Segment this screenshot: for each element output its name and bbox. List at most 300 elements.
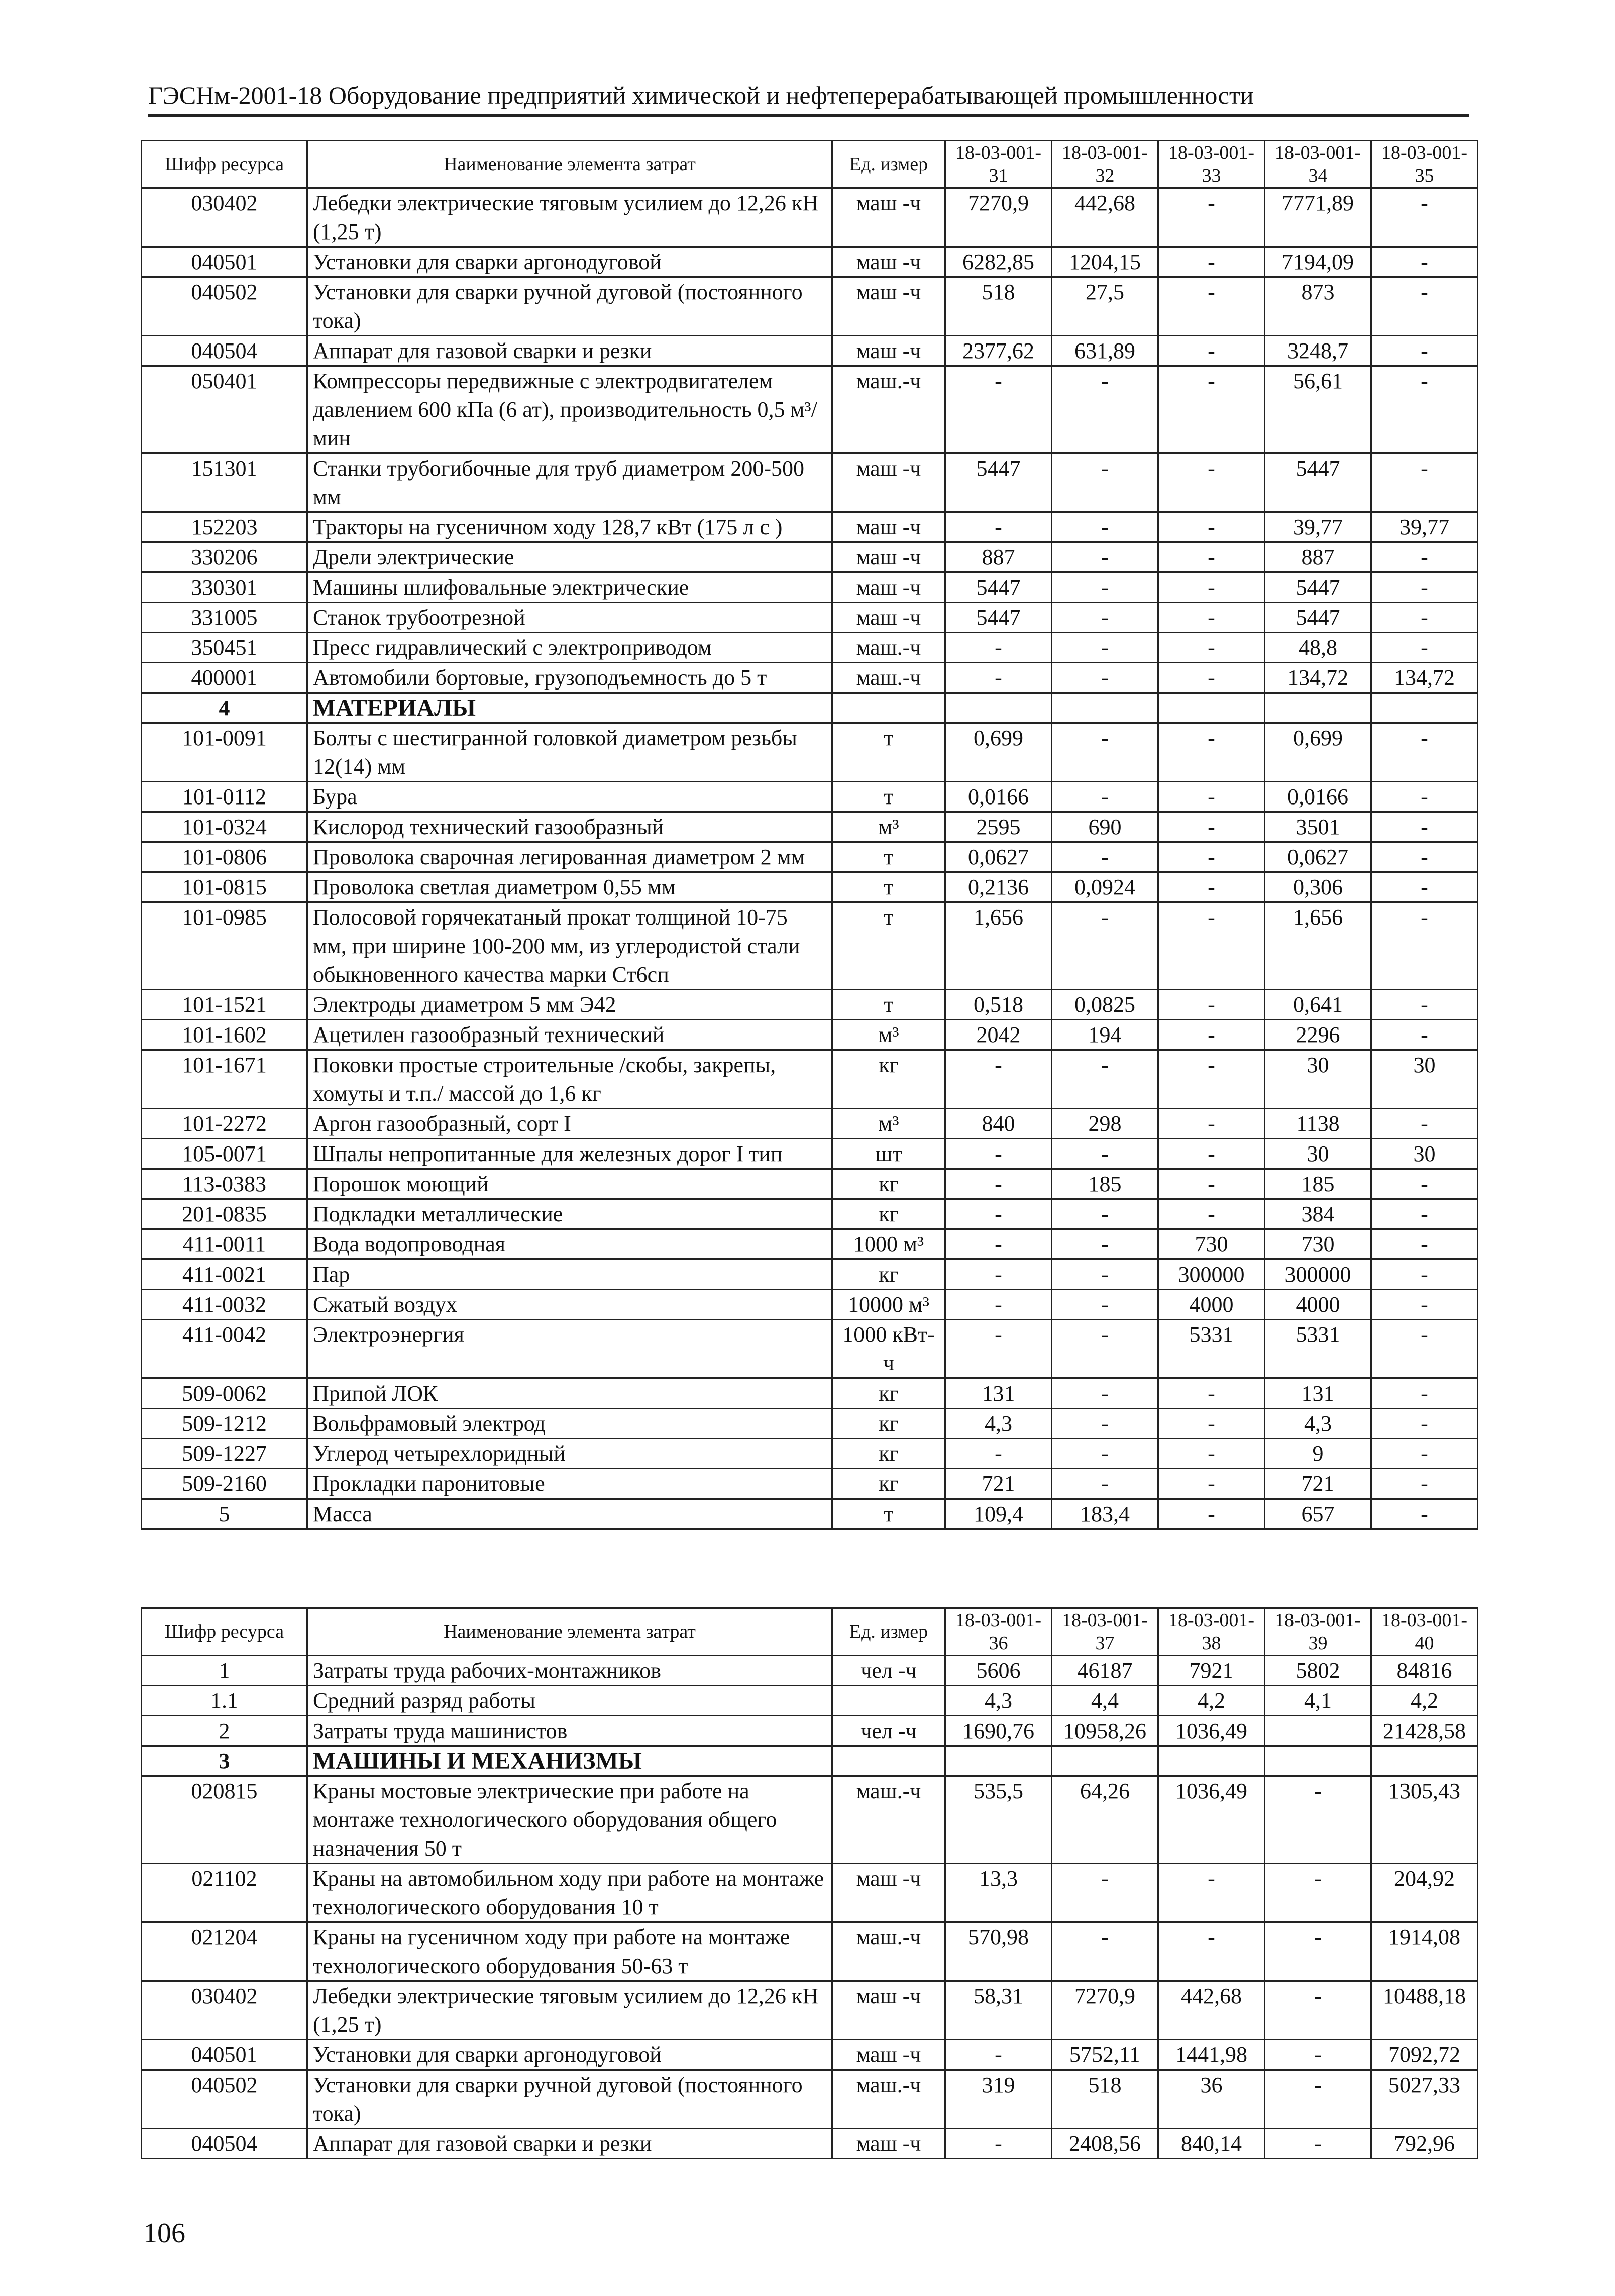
- norm-value: -: [1158, 1109, 1265, 1139]
- table-row: [142, 512, 1478, 542]
- resource-name: Ацетилен газообразный технический: [307, 1020, 832, 1050]
- resource-code: 400001: [142, 663, 307, 693]
- norm-value: -: [1052, 366, 1158, 453]
- resource-name: Установки для сварки ручной дуговой (постоянного тока): [307, 2070, 832, 2129]
- norm-value: 840,14: [1158, 2129, 1265, 2159]
- norm-value: [1265, 1746, 1371, 1776]
- norm-value: 0,0825: [1052, 990, 1158, 1020]
- resource-name: Сжатый воздух: [307, 1290, 832, 1320]
- norm-value: -: [1371, 633, 1478, 663]
- norm-value: -: [1371, 336, 1478, 366]
- resource-name: Автомобили бортовые, грузоподъемность до 5 т: [307, 663, 832, 693]
- norm-value: [1052, 1746, 1158, 1776]
- norm-value: 84816: [1371, 1656, 1478, 1686]
- norm-value: [945, 693, 1052, 723]
- resource-code: 101-2272: [142, 1109, 307, 1139]
- resource-code: 330301: [142, 572, 307, 603]
- norm-value: -: [1158, 188, 1265, 247]
- norm-value: 0,0627: [945, 842, 1052, 872]
- norm-value: -: [1265, 2129, 1371, 2159]
- norm-value: 185: [1265, 1169, 1371, 1199]
- unit: маш -ч: [832, 453, 945, 512]
- norm-value: -: [1052, 542, 1158, 572]
- unit: 1000 м³: [832, 1229, 945, 1259]
- norm-value: 300000: [1158, 1259, 1265, 1290]
- norm-value: 30: [1371, 1050, 1478, 1109]
- resource-name: Электроды диаметром 5 мм Э42: [307, 990, 832, 1020]
- resource-name: Тракторы на гусеничном ходу 128,7 кВт (175 л с ): [307, 512, 832, 542]
- resource-code: 509-0062: [142, 1379, 307, 1409]
- unit: маш -ч: [832, 572, 945, 603]
- resource-code: 040502: [142, 2070, 307, 2129]
- norm-value: 7270,9: [945, 188, 1052, 247]
- resource-code: 021102: [142, 1864, 307, 1922]
- norm-value: -: [1371, 1259, 1478, 1290]
- norm-value: 0,306: [1265, 872, 1371, 902]
- table-row: [142, 603, 1478, 633]
- norm-value: 5447: [1265, 453, 1371, 512]
- resource-name: Станок трубоотрезной: [307, 603, 832, 633]
- resource-name: Станки трубогибочные для труб диаметром 200-500 мм: [307, 453, 832, 512]
- norm-value: -: [1158, 723, 1265, 782]
- norm-value: 6282,85: [945, 247, 1052, 277]
- resource-code: 101-0806: [142, 842, 307, 872]
- norm-value: 21428,58: [1371, 1716, 1478, 1746]
- unit: маш.-ч: [832, 633, 945, 663]
- norm-value: -: [1052, 603, 1158, 633]
- norm-value: 39,77: [1371, 512, 1478, 542]
- norm-value: -: [1158, 277, 1265, 336]
- unit: маш.-ч: [832, 663, 945, 693]
- resource-name: Кислород технический газообразный: [307, 812, 832, 842]
- unit: маш -ч: [832, 247, 945, 277]
- unit: т: [832, 872, 945, 902]
- norm-value: -: [1052, 1439, 1158, 1469]
- table-row: [142, 247, 1478, 277]
- norm-value: -: [1371, 782, 1478, 812]
- norm-value: 721: [1265, 1469, 1371, 1499]
- norm-value: -: [1158, 633, 1265, 663]
- unit: т: [832, 1499, 945, 1529]
- norm-value: -: [1371, 366, 1478, 453]
- resource-code: 330206: [142, 542, 307, 572]
- resource-code: 101-1671: [142, 1050, 307, 1109]
- resource-name: Затраты труда машинистов: [307, 1716, 832, 1746]
- unit: т: [832, 990, 945, 1020]
- resource-name: Компрессоры передвижные с электродвигателем давлением 600 кПа (6 ат), производительность 0,5 м³/мин: [307, 366, 832, 453]
- norm-value: -: [1371, 1169, 1478, 1199]
- table-row: [142, 633, 1478, 663]
- resource-code: 1.1: [142, 1686, 307, 1716]
- norm-value: 39,77: [1265, 512, 1371, 542]
- unit: кг: [832, 1379, 945, 1409]
- norm-value: -: [1158, 1439, 1265, 1469]
- norm-value: 58,31: [945, 1981, 1052, 2040]
- norm-value: -: [1371, 1229, 1478, 1259]
- table-row: [142, 1922, 1478, 1981]
- table-row: [142, 2070, 1478, 2129]
- col-header-unit: Ед. измер: [832, 141, 945, 188]
- norm-value: -: [1158, 572, 1265, 603]
- norm-value: -: [1158, 247, 1265, 277]
- norm-value: -: [1158, 990, 1265, 1020]
- norm-value: -: [1052, 782, 1158, 812]
- unit: маш -ч: [832, 277, 945, 336]
- norm-value: 30: [1265, 1139, 1371, 1169]
- resource-code: 030402: [142, 188, 307, 247]
- resource-code: 050401: [142, 366, 307, 453]
- norm-value: -: [1265, 1922, 1371, 1981]
- resource-code: 101-0324: [142, 812, 307, 842]
- norm-value: -: [1371, 842, 1478, 872]
- resource-name: Вольфрамовый электрод: [307, 1409, 832, 1439]
- norm-value: 4,3: [945, 1409, 1052, 1439]
- norm-value: -: [1052, 723, 1158, 782]
- table-row: [142, 663, 1478, 693]
- resource-code: 411-0021: [142, 1259, 307, 1290]
- resource-code: 411-0032: [142, 1290, 307, 1320]
- unit: кг: [832, 1469, 945, 1499]
- norm-value: 5752,11: [1052, 2040, 1158, 2070]
- norm-value: 4,3: [1265, 1409, 1371, 1439]
- norm-value: -: [1158, 336, 1265, 366]
- resource-name: Затраты труда рабочих-монтажников: [307, 1656, 832, 1686]
- norm-value: -: [945, 1290, 1052, 1320]
- table-row: [142, 1320, 1478, 1379]
- norm-value: 873: [1265, 277, 1371, 336]
- norm-value: 518: [1052, 2070, 1158, 2129]
- norm-value: 134,72: [1371, 663, 1478, 693]
- resource-name: Установки для сварки аргонодуговой: [307, 247, 832, 277]
- resource-code: 509-2160: [142, 1469, 307, 1499]
- norm-value: 46187: [1052, 1656, 1158, 1686]
- resource-name: Припой ЛОК: [307, 1379, 832, 1409]
- norm-value: 4000: [1158, 1290, 1265, 1320]
- table-row: [142, 188, 1478, 247]
- norm-value: -: [1371, 1499, 1478, 1529]
- table-row: [142, 2040, 1478, 2070]
- norm-value: -: [1052, 902, 1158, 990]
- norm-value: -: [1158, 512, 1265, 542]
- norm-value: 657: [1265, 1499, 1371, 1529]
- resource-name: Краны мостовые электрические при работе на монтаже технологического оборудования общего назначения 50 т: [307, 1776, 832, 1864]
- norm-value: -: [945, 2040, 1052, 2070]
- resource-name: Пресс гидравлический с электроприводом: [307, 633, 832, 663]
- norm-value: 384: [1265, 1199, 1371, 1229]
- norm-value: 7771,89: [1265, 188, 1371, 247]
- norm-value: -: [1158, 1409, 1265, 1439]
- resource-code: 152203: [142, 512, 307, 542]
- norm-value: -: [1052, 572, 1158, 603]
- table-row: [142, 277, 1478, 336]
- norm-value: 30: [1265, 1050, 1371, 1109]
- norm-value: [1371, 1746, 1478, 1776]
- resource-code: 1: [142, 1656, 307, 1686]
- resource-name: Болты с шестигранной головкой диаметром резьбы 12(14) мм: [307, 723, 832, 782]
- norm-value: 1690,76: [945, 1716, 1052, 1746]
- resource-code: 2: [142, 1716, 307, 1746]
- norm-value: 631,89: [1052, 336, 1158, 366]
- norm-value: 183,4: [1052, 1499, 1158, 1529]
- norm-value: -: [1265, 1864, 1371, 1922]
- unit: маш.-ч: [832, 2070, 945, 2129]
- norm-value: 131: [1265, 1379, 1371, 1409]
- resource-name: Краны на гусеничном ходу при работе на монтаже технологического оборудования 50-63 т: [307, 1922, 832, 1981]
- unit: маш -ч: [832, 1864, 945, 1922]
- norm-value: -: [1158, 1379, 1265, 1409]
- resource-name: Электроэнергия: [307, 1320, 832, 1379]
- table-row: [142, 336, 1478, 366]
- norm-value: -: [1265, 1776, 1371, 1864]
- norm-value: 0,0627: [1265, 842, 1371, 872]
- norm-value: [1158, 693, 1265, 723]
- norm-value: 535,5: [945, 1776, 1052, 1864]
- norm-value: -: [1371, 812, 1478, 842]
- norm-value: -: [1158, 366, 1265, 453]
- norm-value: 3248,7: [1265, 336, 1371, 366]
- norm-value: -: [1052, 1199, 1158, 1229]
- norm-value: -: [1052, 1259, 1158, 1290]
- norm-value: 4,2: [1371, 1686, 1478, 1716]
- norm-value: -: [1052, 1379, 1158, 1409]
- norm-value: 730: [1158, 1229, 1265, 1259]
- norm-value: -: [1371, 572, 1478, 603]
- norm-value: 518: [945, 277, 1052, 336]
- norm-value: -: [1052, 1290, 1158, 1320]
- norm-value: -: [1052, 1050, 1158, 1109]
- resource-name: Краны на автомобильном ходу при работе на монтаже технологического оборудования 10 т: [307, 1864, 832, 1922]
- norm-value: -: [1371, 188, 1478, 247]
- norm-value: 48,8: [1265, 633, 1371, 663]
- norm-value: 300000: [1265, 1259, 1371, 1290]
- resource-code: 040501: [142, 2040, 307, 2070]
- unit: кг: [832, 1199, 945, 1229]
- norm-value: -: [1158, 1199, 1265, 1229]
- norm-value: 721: [945, 1469, 1052, 1499]
- norm-value: -: [1052, 453, 1158, 512]
- norm-value: 1,656: [945, 902, 1052, 990]
- table-row: [142, 1981, 1478, 2040]
- resource-name: Подкладки металлические: [307, 1199, 832, 1229]
- norm-value: 570,98: [945, 1922, 1052, 1981]
- norm-value: [1371, 693, 1478, 723]
- table-header-row: [142, 141, 1478, 188]
- resource-code: 101-0112: [142, 782, 307, 812]
- norm-value: 10958,26: [1052, 1716, 1158, 1746]
- norm-value: 4,3: [945, 1686, 1052, 1716]
- unit: [832, 1746, 945, 1776]
- norm-value: -: [1158, 1050, 1265, 1109]
- norm-value: -: [1371, 1109, 1478, 1139]
- norm-value: -: [1052, 1229, 1158, 1259]
- resource-name: Вода водопроводная: [307, 1229, 832, 1259]
- table-row: [142, 1199, 1478, 1229]
- norm-value: 56,61: [1265, 366, 1371, 453]
- resource-name: Поковки простые строительные /скобы, закрепы, хомуты и т.п./ массой до 1,6 кг: [307, 1050, 832, 1109]
- table-row: [142, 1290, 1478, 1320]
- norm-value: -: [945, 1229, 1052, 1259]
- norm-value: -: [945, 1050, 1052, 1109]
- resource-name: Проволока светлая диаметром 0,55 мм: [307, 872, 832, 902]
- norm-value: -: [1052, 663, 1158, 693]
- norm-value: 4,4: [1052, 1686, 1158, 1716]
- norm-value: -: [1158, 782, 1265, 812]
- resource-code: 101-0985: [142, 902, 307, 990]
- table-row: [142, 1109, 1478, 1139]
- norm-value: 0,2136: [945, 872, 1052, 902]
- norm-value: -: [1371, 1020, 1478, 1050]
- norm-value: -: [1158, 1469, 1265, 1499]
- norm-value: 442,68: [1052, 188, 1158, 247]
- page-header: ГЭСНм-2001-18 Оборудование предприятий химической и нефтеперерабатывающей промышленности: [148, 80, 1469, 117]
- resource-code: 101-1602: [142, 1020, 307, 1050]
- table-row: [142, 723, 1478, 782]
- col-header-unit: Ед. измер: [832, 1608, 945, 1656]
- resource-name: Порошок моющий: [307, 1169, 832, 1199]
- resource-code: 113-0383: [142, 1169, 307, 1199]
- table-row: [142, 1229, 1478, 1259]
- norm-value: -: [1371, 723, 1478, 782]
- table-row: [142, 1469, 1478, 1499]
- resource-name: Шпалы непропитанные для железных дорог I тип: [307, 1139, 832, 1169]
- norm-value: 0,0166: [1265, 782, 1371, 812]
- resource-code: 101-0091: [142, 723, 307, 782]
- table-row: [142, 453, 1478, 512]
- norm-value: 298: [1052, 1109, 1158, 1139]
- norm-value: -: [1371, 902, 1478, 990]
- resource-code: 4: [142, 693, 307, 723]
- norm-value: 442,68: [1158, 1981, 1265, 2040]
- norm-value: 1138: [1265, 1109, 1371, 1139]
- resource-code: 411-0011: [142, 1229, 307, 1259]
- resource-name: МАШИНЫ И МЕХАНИЗМЫ: [307, 1746, 832, 1776]
- table-row: [142, 1864, 1478, 1922]
- norm-value: -: [1052, 1469, 1158, 1499]
- norm-value: 2377,62: [945, 336, 1052, 366]
- unit: шт: [832, 1139, 945, 1169]
- norm-value: -: [945, 1199, 1052, 1229]
- table-row: [142, 1716, 1478, 1746]
- norm-value: -: [1371, 1199, 1478, 1229]
- norm-value: -: [1371, 542, 1478, 572]
- norm-value: 792,96: [1371, 2129, 1478, 2159]
- resource-code: 3: [142, 1746, 307, 1776]
- norm-value: -: [1371, 1439, 1478, 1469]
- norm-value: 5027,33: [1371, 2070, 1478, 2129]
- unit: маш -ч: [832, 542, 945, 572]
- norm-value: -: [1052, 1864, 1158, 1922]
- norm-value: -: [945, 366, 1052, 453]
- norm-value: -: [1158, 1139, 1265, 1169]
- norm-value: -: [1052, 1922, 1158, 1981]
- unit: т: [832, 723, 945, 782]
- norm-value: 194: [1052, 1020, 1158, 1050]
- resource-name: Прокладки паронитовые: [307, 1469, 832, 1499]
- norm-value: -: [1052, 512, 1158, 542]
- table-row: [142, 1409, 1478, 1439]
- table-header-row: [142, 1608, 1478, 1656]
- norm-value: 27,5: [1052, 277, 1158, 336]
- norm-value: -: [945, 663, 1052, 693]
- norm-value: 690: [1052, 812, 1158, 842]
- resource-code: 5: [142, 1499, 307, 1529]
- resource-code: 411-0042: [142, 1320, 307, 1379]
- norm-value: -: [1158, 1169, 1265, 1199]
- norm-value: -: [1158, 872, 1265, 902]
- norm-value: 5447: [945, 603, 1052, 633]
- norm-value: 4000: [1265, 1290, 1371, 1320]
- col-header-norm: 18-03-001-35: [1371, 141, 1478, 188]
- table-row: [142, 1656, 1478, 1686]
- unit: [832, 1686, 945, 1716]
- norm-value: -: [945, 1320, 1052, 1379]
- col-header-norm: 18-03-001-34: [1265, 141, 1371, 188]
- norm-value: -: [1158, 1499, 1265, 1529]
- norm-value: -: [1265, 1981, 1371, 2040]
- table-row: [142, 812, 1478, 842]
- norm-value: 1204,15: [1052, 247, 1158, 277]
- norm-value: -: [1158, 842, 1265, 872]
- unit: т: [832, 902, 945, 990]
- resource-name: МАТЕРИАЛЫ: [307, 693, 832, 723]
- table-row: [142, 990, 1478, 1020]
- resource-code: 040501: [142, 247, 307, 277]
- unit: кг: [832, 1439, 945, 1469]
- norm-value: -: [1371, 872, 1478, 902]
- norm-value: 7270,9: [1052, 1981, 1158, 2040]
- resource-name: Аппарат для газовой сварки и резки: [307, 336, 832, 366]
- table-row: [142, 2129, 1478, 2159]
- norm-value: -: [1052, 1409, 1158, 1439]
- resource-name: Лебедки электрические тяговым усилием до 12,26 кН (1,25 т): [307, 188, 832, 247]
- table-row: [142, 902, 1478, 990]
- norm-value: 3501: [1265, 812, 1371, 842]
- norm-value: -: [1158, 1922, 1265, 1981]
- norm-value: [1158, 1746, 1265, 1776]
- norm-value: 30: [1371, 1139, 1478, 1169]
- col-header-norm: 18-03-001-33: [1158, 141, 1265, 188]
- unit: кг: [832, 1409, 945, 1439]
- norm-value: -: [1371, 453, 1478, 512]
- norm-value: 5802: [1265, 1656, 1371, 1686]
- section-row: [142, 693, 1478, 723]
- norm-value: 319: [945, 2070, 1052, 2129]
- unit: маш.-ч: [832, 1776, 945, 1864]
- norm-value: -: [1158, 1864, 1265, 1922]
- norm-value: 9: [1265, 1439, 1371, 1469]
- resource-code: 040502: [142, 277, 307, 336]
- unit: кг: [832, 1050, 945, 1109]
- norm-value: -: [1158, 1020, 1265, 1050]
- resource-name: Лебедки электрические тяговым усилием до 12,26 кН (1,25 т): [307, 1981, 832, 2040]
- norm-value: -: [1158, 812, 1265, 842]
- norm-value: -: [1371, 1320, 1478, 1379]
- norm-value: -: [945, 2129, 1052, 2159]
- unit: м³: [832, 812, 945, 842]
- resource-code: 101-1521: [142, 990, 307, 1020]
- resource-table-2: [141, 1607, 1478, 2159]
- col-header-name: Наименование элемента затрат: [307, 1608, 832, 1656]
- norm-value: 4,2: [1158, 1686, 1265, 1716]
- norm-value: -: [945, 512, 1052, 542]
- resource-name: Установки для сварки ручной дуговой (постоянного тока): [307, 277, 832, 336]
- col-header-norm: 18-03-001-39: [1265, 1608, 1371, 1656]
- resource-code: 350451: [142, 633, 307, 663]
- unit: 10000 м³: [832, 1290, 945, 1320]
- norm-value: [1052, 693, 1158, 723]
- norm-value: 1036,49: [1158, 1716, 1265, 1746]
- unit: маш -ч: [832, 2129, 945, 2159]
